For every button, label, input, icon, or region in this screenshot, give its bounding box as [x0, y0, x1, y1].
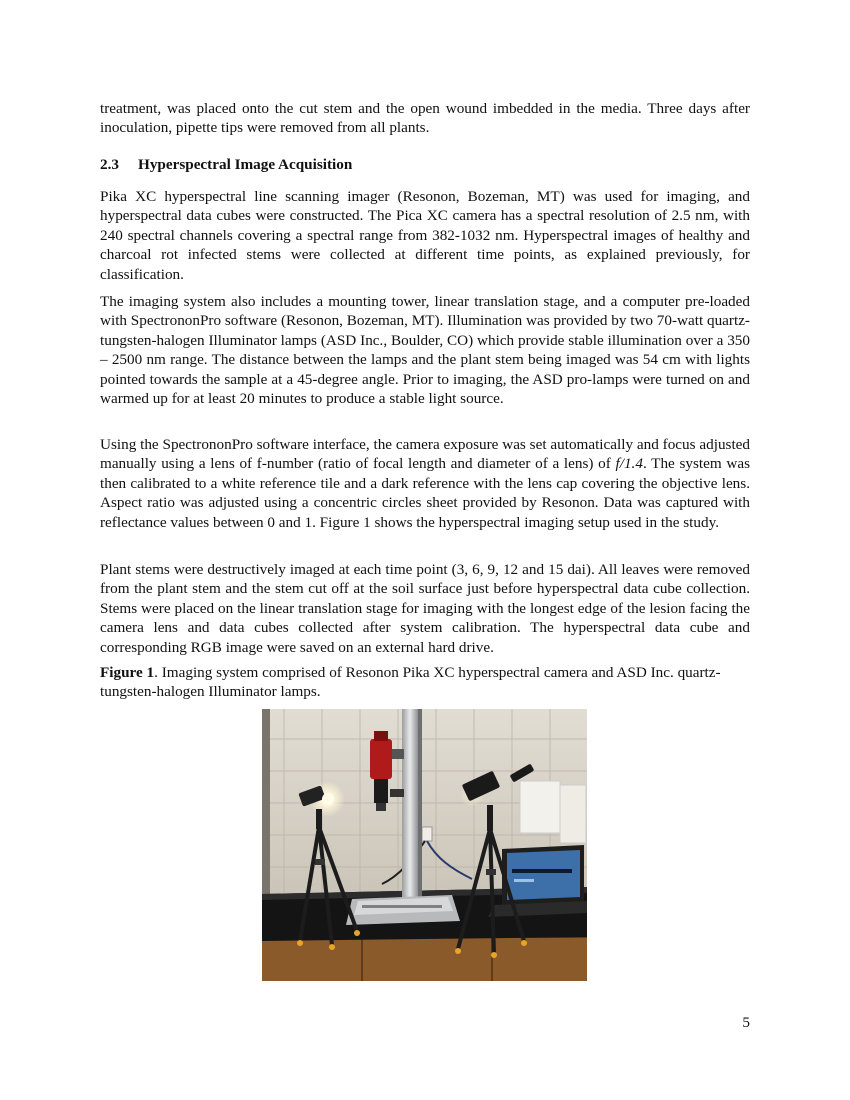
paragraph-intro: treatment, was placed onto the cut stem and the open wound imbedded in the media. Three days after inoculation, pipette tips were removed from all plants. [100, 100, 750, 137]
section-number: 2.3 [100, 156, 119, 173]
calibration-text-end: . The system was then calibrated to a white reference tile and a dark reference with the lens cap covering the objective lens. Aspect ratio was adjusted using a concentric circles sheet provided by Resonon. Data was captured with reflectance values between 0 and 1. Figure 1 shows the hyperspectral imaging setup used in the study. [100, 455, 750, 531]
f-number: f/1.4 [615, 455, 643, 473]
figure-caption [100, 663, 750, 702]
page-number: 5 [742, 1014, 750, 1031]
figure-label: Figure 1 [100, 664, 155, 681]
paragraph-imager: Pika XC hyperspectral line scanning imager (Resonon, Bozeman, MT) was used for imaging, and hyperspectral data cubes were constructed. The Pica XC camera has a spectral resolution of 2.5 nm, with 240 spectral channels covering a spectral range from 382-1032 nm. Hyperspectral images of healthy and charcoal rot infected stems were collected at different time points, as explained previously, for classification. [100, 188, 750, 283]
section-title: Hyperspectral Image Acquisition [138, 156, 353, 173]
figure-caption-text: . Imaging system comprised of Resonon Pika XC hyperspectral camera and ASD Inc. quartz-tungsten-halogen Illuminator lamps. [100, 664, 721, 701]
paragraph-imaging-procedure: Plant stems were destructively imaged at each time point (3, 6, 9, 12 and 15 dai). All leaves were removed from the plant stem and the stem cut off at the soil surface just before hyperspectral data cube collection. Stems were placed on the linear translation stage for imaging with the longest edge of the lesion facing the camera lens and data cubes collected after system calibration. The hyperspectral data cube and corresponding RGB image were saved on an external hard drive. [100, 561, 750, 656]
calibration-text-start: Using the SpectrononPro software interface, the camera exposure was set automatically and focus adjusted manually using a lens of f-number (ratio of focal length and diameter of a lens) of [100, 436, 750, 473]
imaging-setup-photo [262, 709, 587, 981]
paragraph-system: The imaging system also includes a mounting tower, linear translation stage, and a computer pre-loaded with SpectrononPro software (Resonon, Bozeman, MT). Illumination was provided by two 70-watt quartz-tungsten-halogen Illuminator lamps (ASD Inc., Boulder, CO) which provide stable illumination over a 350 – 2500 nm range. The distance between the lamps and the plant stem being imaged was 54 cm with lights pointed towards the sample at a 45-degree angle. Prior to imaging, the ASD pro-lamps were turned on and warmed up for at least 20 minutes to produce a stable light source. [100, 293, 750, 408]
section-heading [100, 155, 750, 174]
imaging-setup-illustration [262, 709, 587, 981]
paragraph-calibration [100, 435, 750, 532]
